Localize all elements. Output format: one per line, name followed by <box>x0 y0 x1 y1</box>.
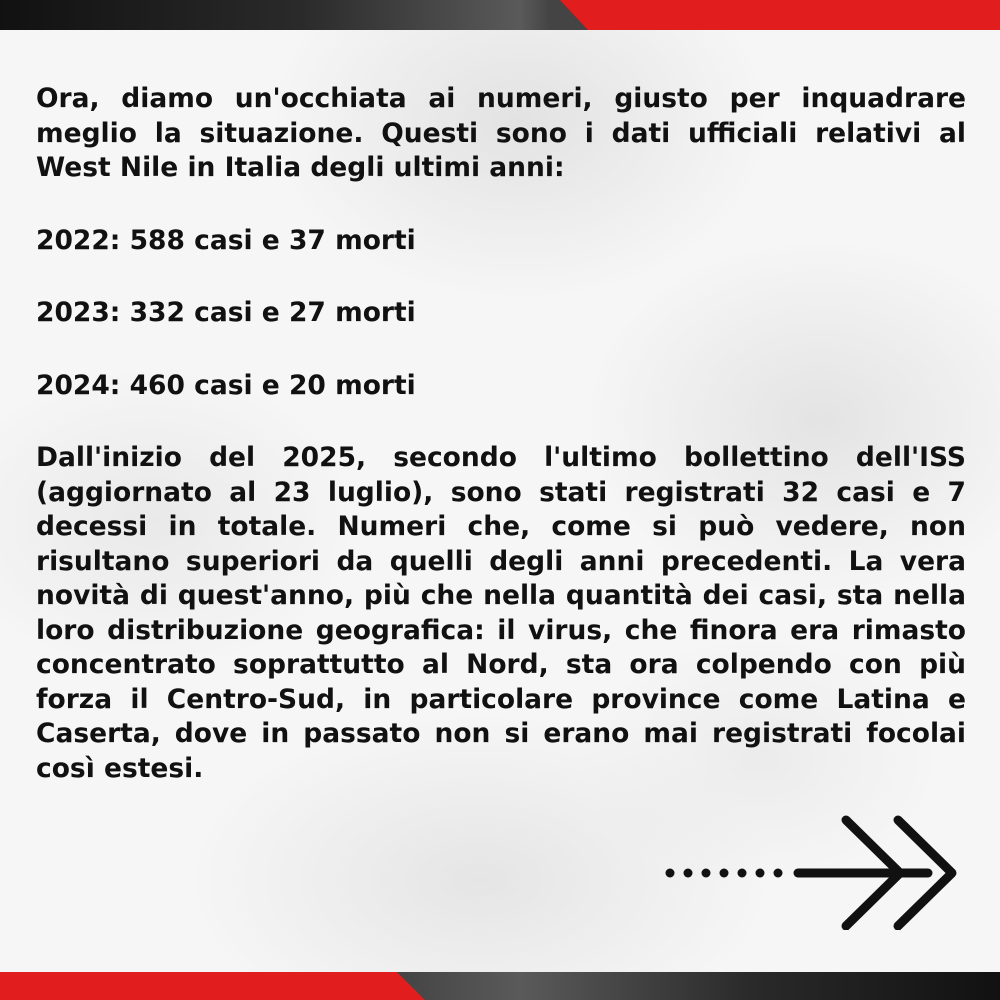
stat-2023: 2023: 332 casi e 27 morti <box>36 297 416 328</box>
body-paragraph: Dall'inizio del 2025, secondo l'ultimo bollettino dell'ISS (aggiornato al 23 luglio), sono stati registrati 32 casi e 7 decessi in totale. Numeri che, come si può vedere, non risultano superiori da quelli degli anni precedenti. La vera novità di quest'anno, più che nella quantità dei casi, sta nella loro distribuzione geografica: il virus, che finora era rimasto concentrato soprattutto al Nord, sta ora colpendo con più forza il Centro-Sud, in particolare province come Latina e Caserta, dove in passato non si erano mai registrati focolai così estesi. <box>36 442 966 784</box>
stat-2022: 2022: 588 casi e 37 morti <box>36 224 416 256</box>
intro-paragraph: Ora, diamo un'occhiata ai numeri, giusto per inquadrare meglio la situazione. Questi sono i dati ufficiali relativi al West Nile in Italia degli ultimi anni: <box>36 83 966 183</box>
bottom-decorative-bar <box>0 972 1000 1000</box>
double-chevron-right-icon <box>660 810 970 930</box>
top-decorative-bar <box>0 0 1000 30</box>
next-slide-button[interactable] <box>660 810 970 930</box>
bottom-red-stripe <box>0 972 425 1000</box>
stat-2024: 2024: 460 casi e 20 morti <box>36 369 416 401</box>
main-text-block <box>36 82 966 786</box>
top-red-stripe <box>560 0 1000 30</box>
